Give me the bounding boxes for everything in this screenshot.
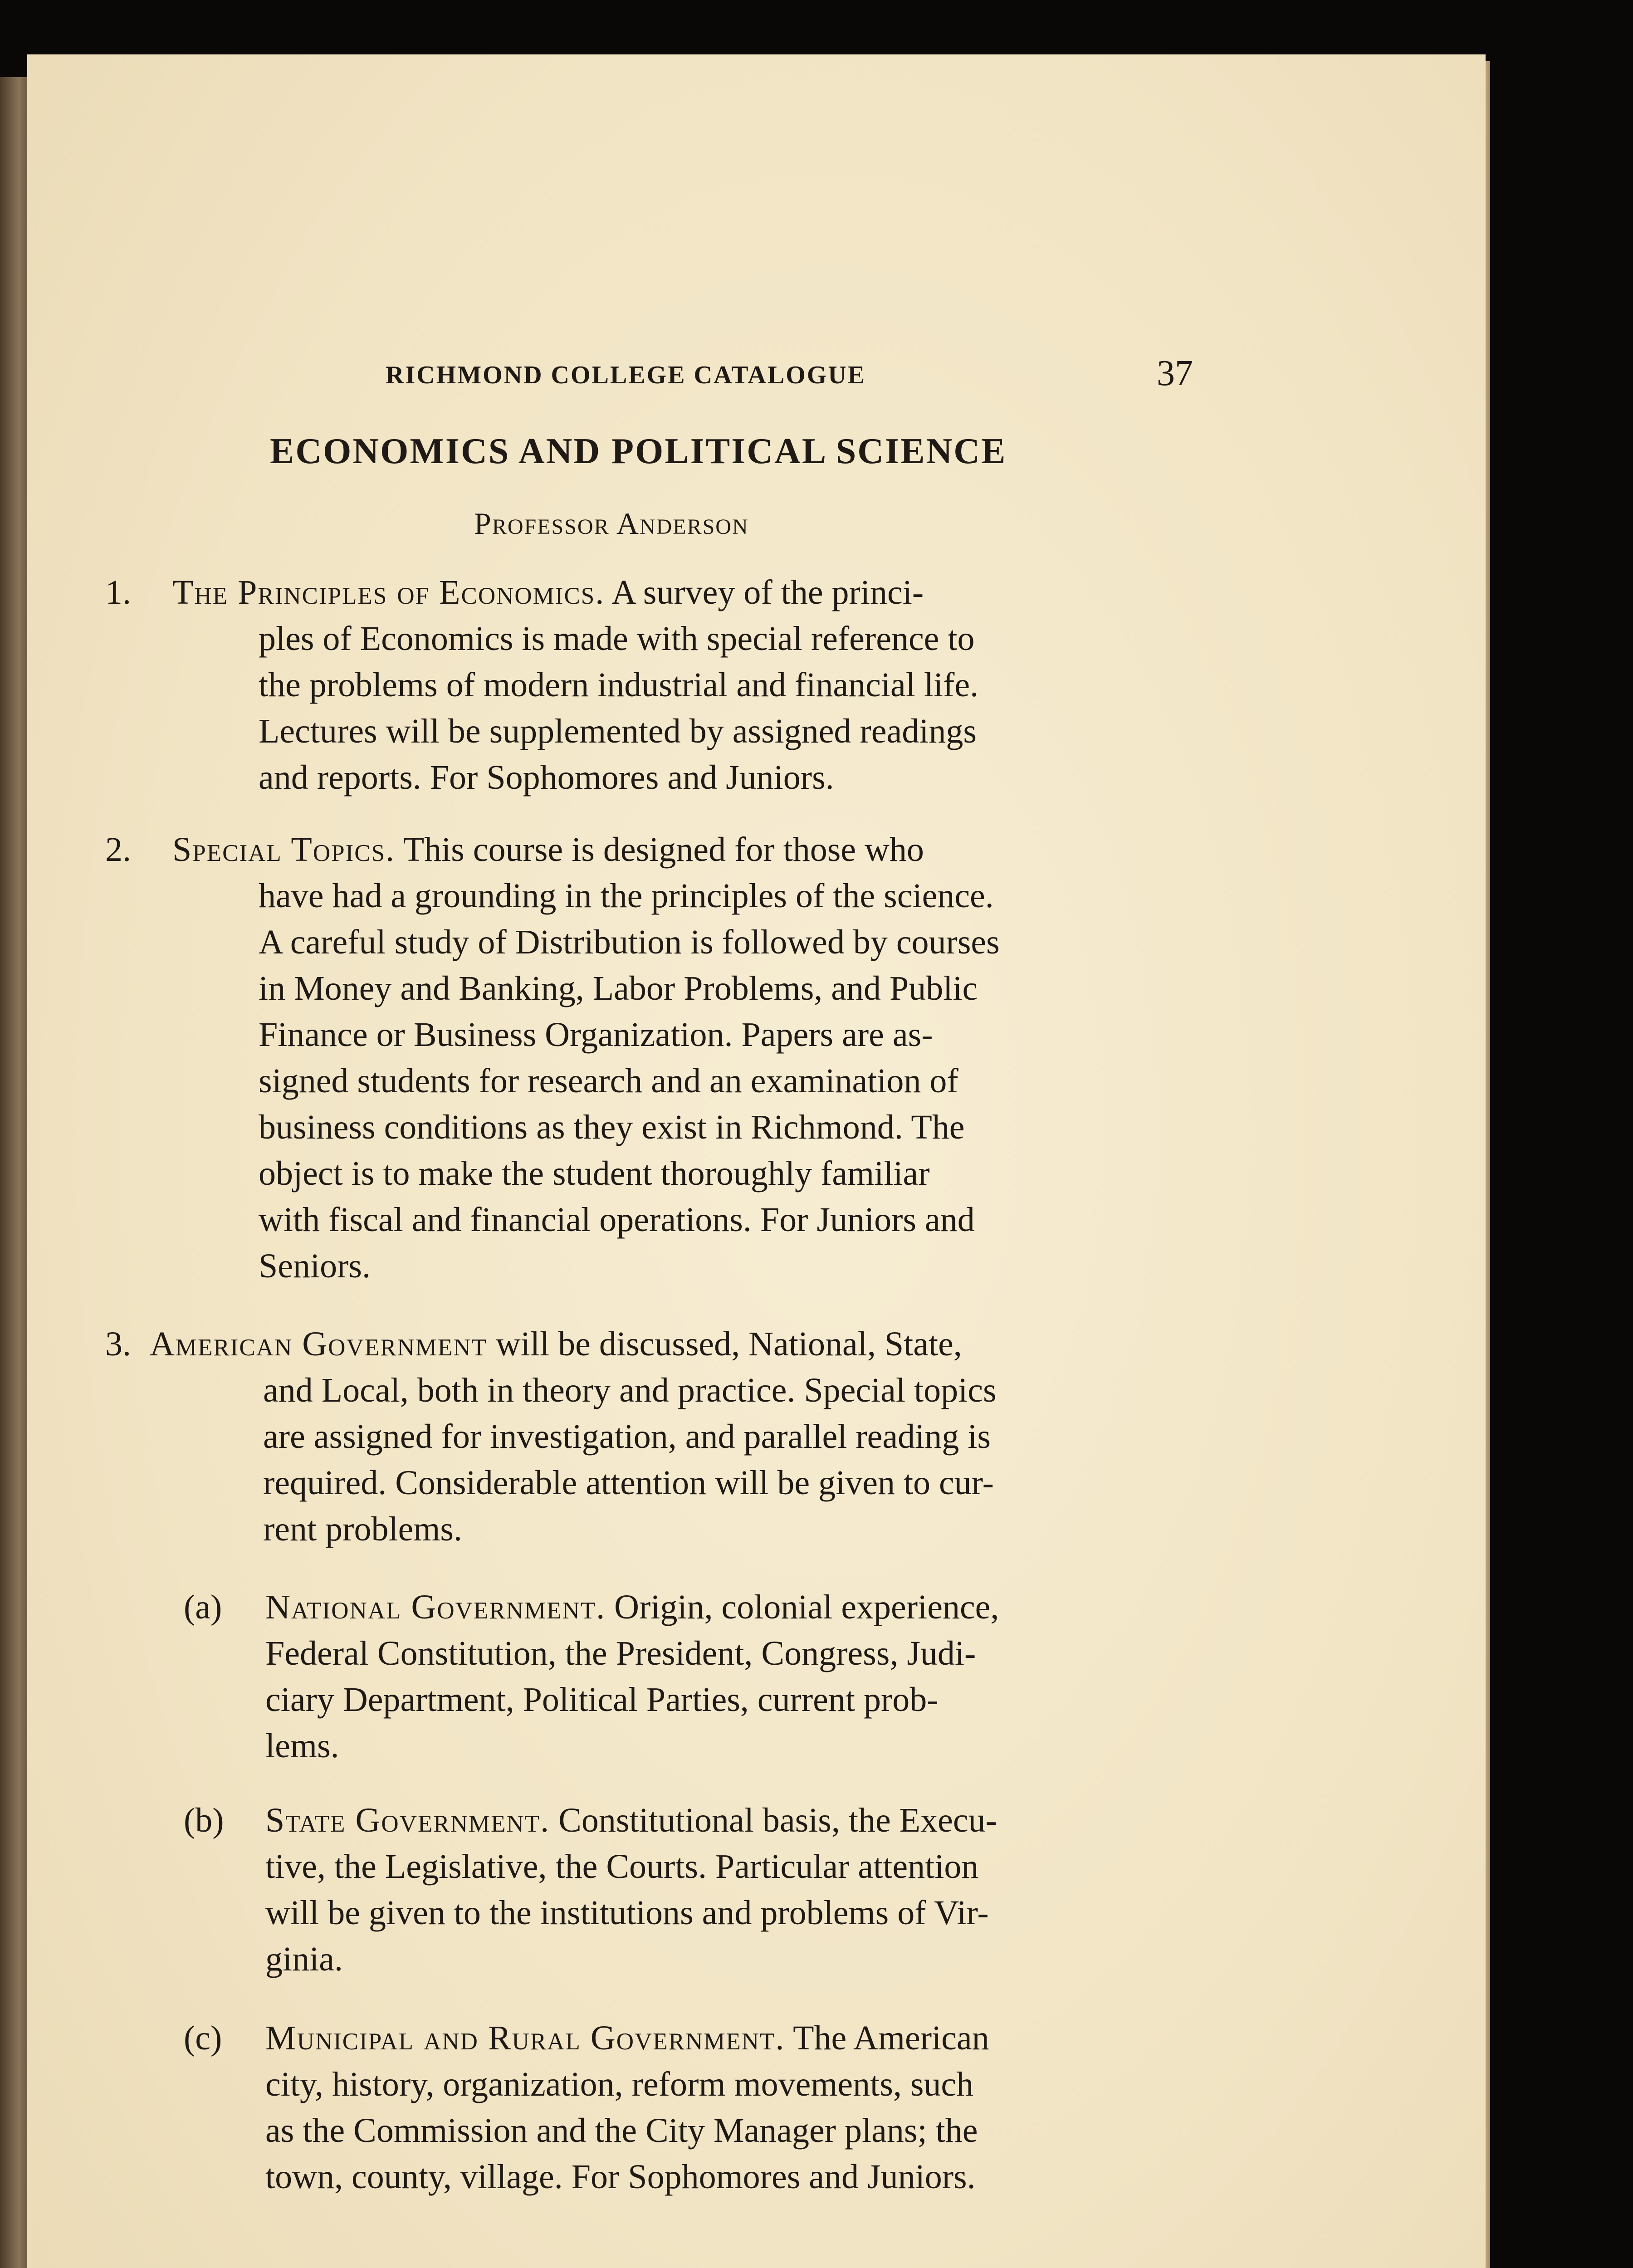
course-number: 2.: [105, 831, 131, 869]
course-text-line: ples of Economics is made with special reference to: [259, 620, 975, 658]
course-text-line: with fiscal and financial operations. For Juniors and: [259, 1201, 975, 1239]
course-text-line: rent problems.: [263, 1510, 463, 1548]
course-number: 1.: [105, 573, 131, 611]
course-text-line: object is to make the student thoroughly familiar: [259, 1154, 930, 1193]
subsection-text-line: will be given to the institutions and problems of Vir-: [265, 1894, 989, 1932]
subsection-marker: (a): [184, 1588, 222, 1626]
page-number: 37: [1157, 353, 1193, 393]
course-text-line: signed students for research and an examination of: [259, 1062, 958, 1100]
section-title: ECONOMICS AND POLITICAL SCIENCE: [270, 431, 1007, 471]
course-text-line: and Local, both in theory and practice. Special topics: [263, 1371, 997, 1409]
running-head: RICHMOND COLLEGE CATALOGUE: [386, 361, 866, 389]
subsection-title: National Government.: [265, 1588, 606, 1626]
subsection-first-line: [265, 1803, 997, 1838]
subsection-text-line: ginia.: [265, 1940, 343, 1978]
course-text-line: This course is designed for those who: [403, 831, 924, 869]
subsection-text-line: Federal Constitution, the President, Congress, Judi-: [265, 1634, 976, 1672]
course-text-line: are assigned for investigation, and parallel reading is: [263, 1418, 991, 1456]
course-text-line: required. Considerable attention will be given to cur-: [263, 1464, 994, 1502]
course-text-line: in Money and Banking, Labor Problems, and Public: [259, 969, 978, 1007]
professor-name: Professor Anderson: [474, 506, 749, 541]
course-title: The Principles of Economics.: [172, 573, 605, 611]
course-title: American Government: [150, 1325, 487, 1363]
course-text-line: Lectures will be supplemented by assigned readings: [259, 712, 977, 750]
course-text-line: have had a grounding in the principles of the science.: [259, 877, 994, 915]
course-text-line: the problems of modern industrial and financial life.: [259, 666, 979, 704]
course-title: Special Topics.: [172, 831, 396, 869]
subsection-marker: (c): [184, 2019, 222, 2057]
subsection-text-line: city, history, organization, reform movements, such: [265, 2065, 974, 2103]
subsection-title: Municipal and Rural Government.: [265, 2019, 785, 2057]
course-first-line: [172, 832, 924, 867]
course-text-line: business conditions as they exist in Richmond. The: [259, 1108, 965, 1146]
course-text-line: will be discussed, National, State,: [495, 1325, 962, 1363]
subsection-marker: (b): [184, 1801, 224, 1839]
subsection-first-line: [265, 2021, 989, 2055]
subsection-title: State Government.: [265, 1801, 550, 1839]
course-text-line: A careful study of Distribution is followed by courses: [259, 923, 1000, 961]
facing-page-edge: [0, 77, 27, 2268]
subsection-text-line: Constitutional basis, the Execu-: [558, 1801, 997, 1839]
course-number: 3.: [105, 1325, 131, 1363]
course-text-line: and reports. For Sophomores and Juniors.: [259, 758, 834, 797]
subsection-text-line: town, county, village. For Sophomores and Juniors.: [265, 2158, 976, 2196]
subsection-text-line: as the Commission and the City Manager plans; the: [265, 2112, 978, 2150]
subsection-text-line: lems.: [265, 1727, 339, 1765]
course-first-line: [172, 575, 924, 610]
subsection-text-line: The American: [793, 2019, 989, 2057]
subsection-first-line: [265, 1590, 999, 1624]
course-text-line: Seniors.: [259, 1247, 371, 1285]
course-text-line: Finance or Business Organization. Papers are as-: [259, 1016, 933, 1054]
subsection-text-line: Origin, colonial experience,: [614, 1588, 999, 1626]
subsection-text-line: ciary Department, Political Parties, current prob-: [265, 1681, 939, 1719]
subsection-text-line: tive, the Legislative, the Courts. Particular attention: [265, 1848, 979, 1886]
course-text-line: A survey of the princi-: [611, 573, 924, 611]
course-first-line: [150, 1327, 962, 1361]
